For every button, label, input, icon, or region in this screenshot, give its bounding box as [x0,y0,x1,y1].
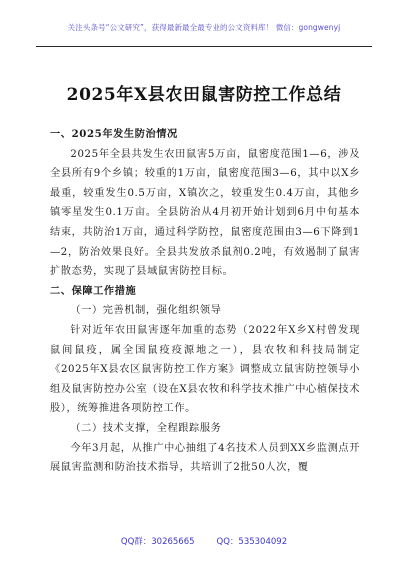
subsection-heading-2: （二）技术支撑，全程跟踪服务 [70,422,222,434]
subsection-2-paragraph: 今年3月起，从推广中心抽组了4名技术人员到XX乡监测点开展鼠害监测和防治技术指导，共培训了2批50人次，覆 [50,442,360,474]
header-promo-note: 关注头条号“公文研究”，获得最新最全最专业的公文资料库！ 微信：gongwenyj [67,23,341,32]
subsection-heading-1: （一）完善机制，强化组织领导 [70,305,222,317]
subsection-1-paragraph: 针对近年农田鼠害逐年加重的态势（2022年X乡X村曾发现鼠间鼠疫，属全国鼠疫疫源地之一），县农牧和科技局制定《2025年X县农区鼠害防控工作方案》调整成立鼠害防控领导小组及鼠害防控办公室（设在X县农牧和科学技术推广中心植保技术股），统筹推进各项防控工作。 [50,324,360,415]
footer-qq: QQ：535304092 [216,537,288,547]
document-title: 2025年X县农田鼠害防控工作总结 [66,85,342,105]
footer-qq-group: QQ群：30265665 [120,537,195,547]
section-1-paragraph: 2025年全县共发生农田鼠害5万亩，鼠密度范围1—6，涉及全县所有9个乡镇；较重的1万亩，鼠密度范围3—6，其中以X乡最重，较重发生0.5万亩，X镇次之，较重发生0.4万亩，其他乡镇零星发生0.1万亩。全县防治从4月初开始计划到6月中旬基本结束，共防治1万亩，通过科学防控，鼠密度范围由3—6下降到1—2，防治效果良好。全县共发放杀鼠剂0.2吨，有效遏制了鼠害扩散态势，实现了县域鼠害防控目标。 [50,148,360,278]
header-divider [36,46,372,47]
footer-contact [0,535,408,547]
document-body [50,125,360,478]
section-heading-1: 一、2025年发生防治情况 [50,128,178,140]
section-heading-2: 二、保障工作措施 [50,284,137,297]
